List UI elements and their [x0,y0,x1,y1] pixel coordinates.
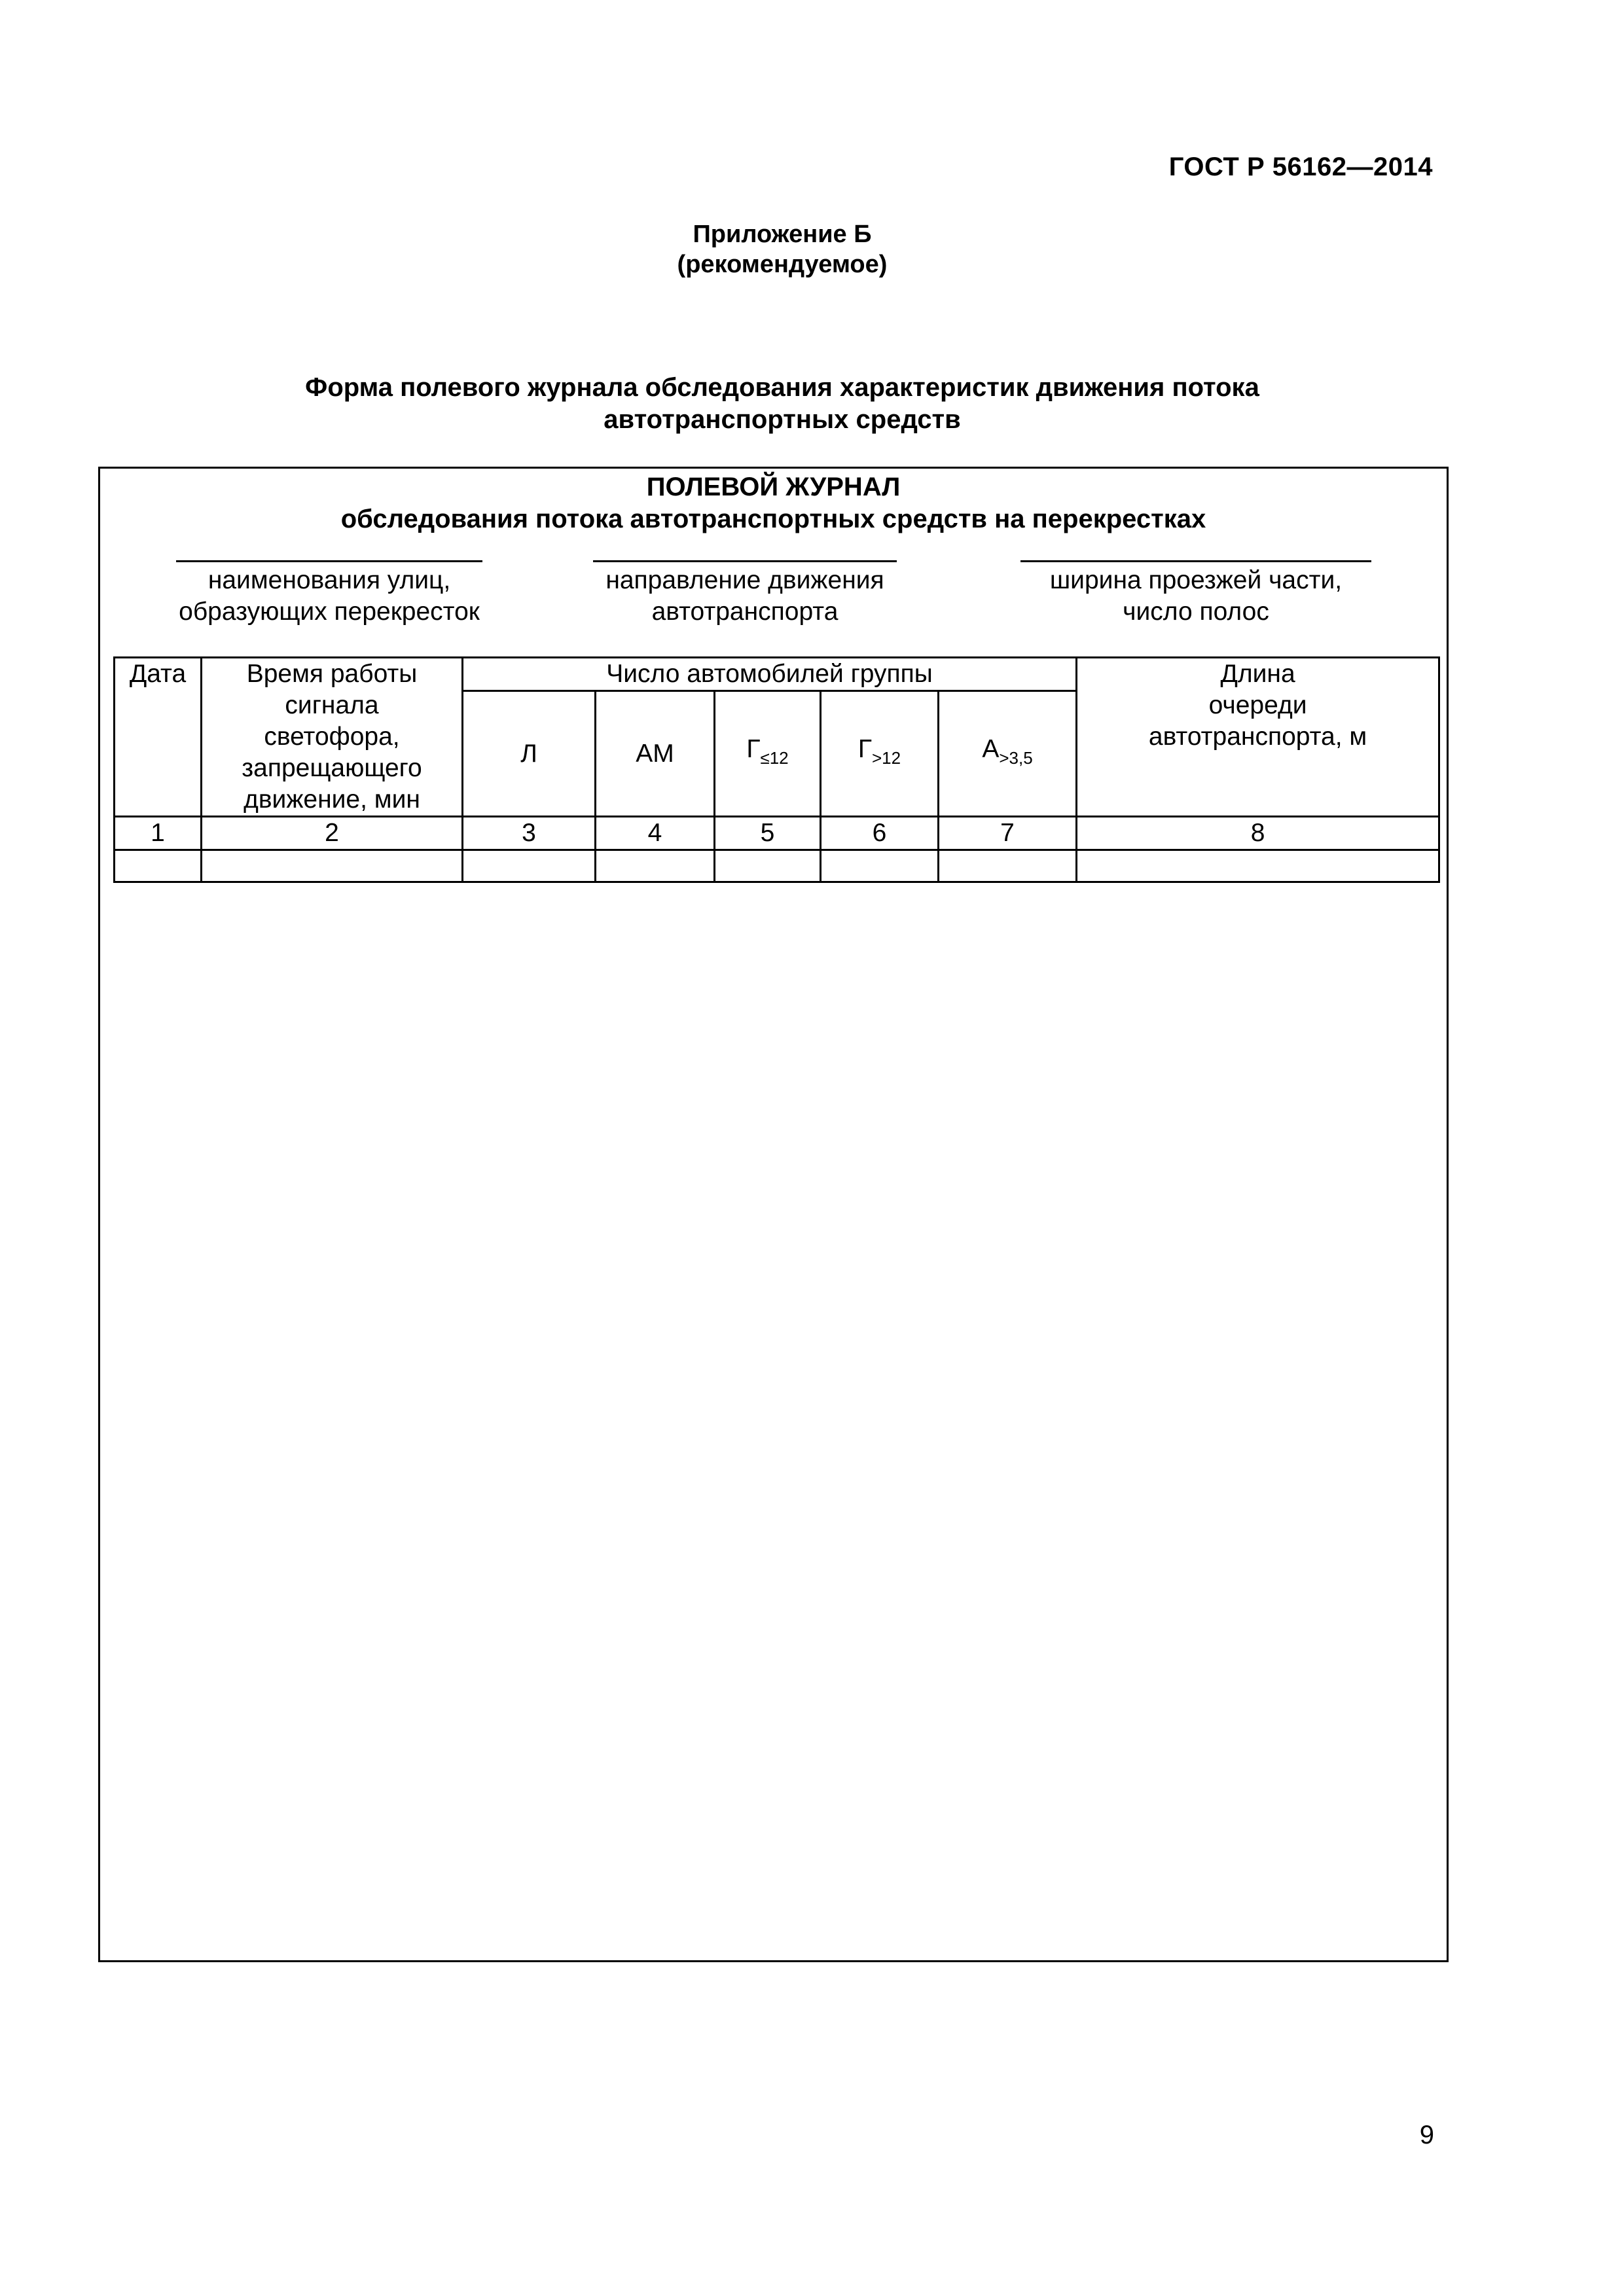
journal-title-subtitle: обследования потока автотранспортных средств на перекрестках [340,505,1206,533]
column-number: 1 [115,817,202,850]
col-header-queue-length [1077,658,1439,817]
col-header-group-g-gt12 [821,691,939,817]
appendix-status: (рекомендуемое) [677,251,888,278]
queue-length-line3: автотранспорта, м [1148,723,1367,751]
empty-entry-row [115,850,1439,882]
roadway-width-field[interactable] [993,560,1399,628]
col-header-group-a-gt35 [939,691,1077,817]
street-names-caption-line1: наименования улиц, [208,566,451,594]
col-header-vehicle-groups [463,658,1077,691]
col-header-group-am [596,691,715,817]
column-number: 7 [939,817,1077,850]
signal-time-line1: Время работы [246,660,418,688]
col-header-signal-time [202,658,463,817]
traffic-direction-field[interactable] [575,560,915,628]
col-header-group-g-le12 [715,691,821,817]
queue-length-line2: очереди [1208,691,1307,719]
group-g-le12-subscript: ≤12 [760,748,789,768]
fill-in-line [176,560,482,562]
street-names-caption-line2: образующих перекресток [179,598,480,626]
page-number: 9 [1419,2121,1434,2149]
column-number: 8 [1077,817,1439,850]
form-title-line2: автотранспортных средств [604,405,961,434]
standard-number: ГОСТ Р 56162—2014 [1168,152,1433,181]
signal-time-cell[interactable] [202,850,463,882]
signal-time-line4: запрещающего [242,754,422,782]
form-title-line1: Форма полевого журнала обследования характеристик движения потока [305,373,1259,402]
roadway-width-caption-line1: ширина проезжей части, [1049,566,1343,594]
form-title [0,372,1564,436]
group-g-le12-cell[interactable] [715,850,821,882]
group-g-gt12-subscript: >12 [872,748,901,768]
group-am-label: АМ [636,739,674,768]
column-number: 4 [596,817,715,850]
signal-time-line5: движение, мин [244,785,420,814]
column-number: 2 [202,817,463,850]
column-number-row [115,817,1439,850]
journal-table [113,656,1440,883]
queue-length-cell[interactable] [1077,850,1439,882]
journal-frame [98,467,1449,1962]
date-cell[interactable] [115,850,202,882]
fill-in-line [593,560,897,562]
group-g-gt12-label: Г [857,735,872,764]
col-header-group-l [463,691,596,817]
signal-time-line2: сигнала [285,691,379,719]
journal-title-main: ПОЛЕВОЙ ЖУРНАЛ [646,473,901,501]
group-g-gt12-cell[interactable] [821,850,939,882]
group-am-cell[interactable] [596,850,715,882]
fill-in-line [1020,560,1371,562]
group-l-label: Л [520,739,537,768]
group-g-le12-label: Г [746,735,761,764]
traffic-direction-caption-line2: автотранспорта [651,598,839,626]
journal-title [100,469,1447,535]
col-header-date-label: Дата [129,660,187,688]
column-number: 6 [821,817,939,850]
queue-length-line1: Длина [1220,660,1295,688]
appendix-heading [0,219,1564,279]
roadway-width-caption-line2: число полос [1123,598,1269,626]
column-number: 5 [715,817,821,850]
signal-time-line3: светофора, [264,723,400,751]
street-names-field[interactable] [159,560,499,628]
group-a-gt35-label: А [982,735,1000,764]
group-l-cell[interactable] [463,850,596,882]
vehicle-groups-label: Число автомобилей группы [606,660,933,688]
col-header-date [115,658,202,817]
column-number: 3 [463,817,596,850]
traffic-direction-caption-line1: направление движения [605,566,884,594]
group-a-gt35-cell[interactable] [939,850,1077,882]
group-a-gt35-subscript: >3,5 [999,748,1033,768]
appendix-label: Приложение Б [693,221,872,248]
